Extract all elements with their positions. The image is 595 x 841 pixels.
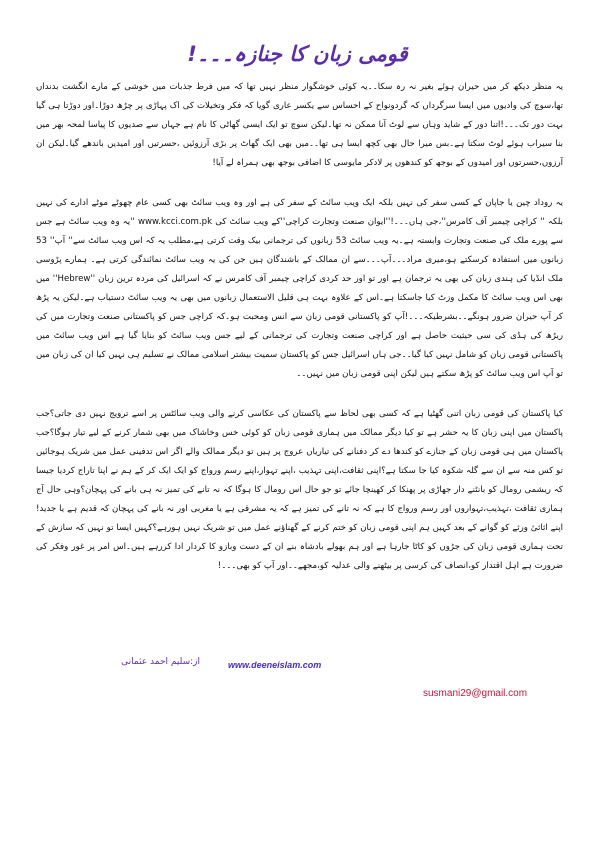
paragraph-gap xyxy=(36,173,563,194)
author-line: از:سلیم احمد عثمانی xyxy=(121,657,200,667)
paragraph-gap xyxy=(36,384,563,405)
article-body xyxy=(36,78,563,576)
website-link[interactable]: www.deeneislam.com xyxy=(228,660,322,670)
article-title: قومی زبان کا جنازہ۔۔۔! xyxy=(187,42,408,66)
paragraph-website: یہ روداد چین یا جاپان کے کسی سفر کی نہیں بلکہ ایک ویب سائٹ کے سفر کی ہے اور وہ ویب سائٹ بھی کسی عام چھوٹے موٹے ادارے کی نہیں بلکہ '' کراچی چیمبر آف کامرس''،جی ہاں۔۔۔!''ایوان صنعت وتجارت کراچی''کے ویب سائٹ کی www.kcci.com.pk ''یہ وہ ویب سائٹ ہے جس سے پورے ملک کی صنعت وتجارت وابستہ ہے۔یہ ویب سائٹ 53 زبانوں کی ترجمانی بیک وقت کرتی ہے،مطلب یہ کہ اس ویب سائٹ سے'' آپ'' 53 زبانوں میں استفادہ کرسکتے ہو،میری مراد۔۔۔آپ۔۔۔سے ان ممالک کے باشندگان ہیں جن کی یہ ویب سائٹ نمائندگی کرتی ہے۔ ہمارے پڑوسی ملک انڈیا کی ہندی زبان کی بھی یہ ترجمان ہے اور تو اور حد کردی کراچی چیمبر آف کامرس نے کہ اسرائیل کی مردہ ترین زبان ''Hebrew'' میں بھی اس ویب سائٹ کا مکمل وزٹ کیا جاسکتا ہے۔اس کے علاوہ بہت ہی قلیل الاستعمال زبانوں میں بھی یہ ویب سائٹ دستیاب ہے۔لیکن یہ پڑھ کر آپ حیران ضرور ہونگے۔۔بشرطیکہ۔۔۔!آپ کو پاکستانی قومی زبان سے انس ومحبت ہو۔کہ کراچی جس کو پاکستانی صنعت وتجارت میں کی ریڑھ کی ہڈی کی سی حیثیت حاصل ہے اور کراچی صنعت وتجارت کی ترجمانی کے لیے جس ویب سائٹ کو بنایا گیا ہے اس ویب سائٹ میں پاکستانی قومی زبان کو شامل نہیں کیا گیا۔۔جی ہاں اسرائیل جس کو پاکستان سمیت بیشتر اسلامی ممالک نے تسلیم ہی نہیں کیا ان کی زبان میں تو آپ اس ویب سائٹ کو پڑھ سکتے ہیں لیکن اپنی قومی زبان میں نہیں۔۔ xyxy=(36,198,563,379)
email-link[interactable]: susmani29@gmail.com xyxy=(423,688,528,699)
paragraph-conclusion: کیا پاکستان کی قومی زبان اتنی گھٹیا ہے کہ کسی بھی لحاظ سے پاکستان کی عکاسی کرنے والی ویب سائٹس پر اسے ترویج نہیں دی جاتی؟جب پاکستان میں اپنی زبان کا یہ حشر ہے تو کیا دیگر ممالک میں ہماری قومی زبان کو کوئی خس وخاشاک میں بھی شمار کرنے کے لیے تیار ہوگا؟جب پاکستان میں ہی قومی زبان کے جنازے کو کندھا دے کر دفنانے کی تیاریاں عروج پر ہیں تو دیگر ممالک والے اگر اس تدفینی عمل میں شریک ہوجائیں تو کس منہ سے ان سے گلہ شکوہ کیا جا سکتا ہے؟اپنی ثقافت،اپنی تہذیب ،اپنے تہوار،اپنے رسم ورواج کو ایک ایک کر کے ہم نے اپنا تاراج کردیا جیسا کہ ریشمی رومال کو بانٹنے دار جھاڑی پر پھنکا کر کھینچا جائے تو جو حال اس رومال کا ہوگا کہ نہ تانے کی تمیز نہ ہی بانے کی پہچان؟وہی حال آج ہماری ثقافت ،تہذیب،تہواروں اور رسم ورواج کا ہے کہ نہ تانے کی تمیز ہے کہ یہ مشرقی ہے یا مغربی اور نہ بانے کی پہچان کہ قدیم ہے یا جدید!اپنے اثاثیٔ ورثے کو گوانے کے بعد کہیں ہم اپنی قومی زبان کو ختم کرنے کے گھناؤنے عمل میں تو شریک نہیں ہورہے؟کہیں ایسا تو نہیں کہ سازش کے تحت ہماری قومی زبان کی جڑوں کو کاٹا جارہا ہے اور ہم بھولے بادشاہ بنے ان کے دست وبازو کا کردار ادا کررہے ہیں۔اس امر پر غور وفکر کی ضرورت ہے اہل اقتدار کو،انصاف کی کرسی پر بیٹھنے والی عدلیہ کو،مجھے۔۔اور آپ کو بھی۔۔۔! xyxy=(36,409,563,571)
paragraph-intro: یہ منظر دیکھ کر میں حیران ہوئے بغیر نہ رہ سکا۔۔یہ کوئی خوشگوار منظر نہیں تھا کہ میں فرط جذبات میں خوشی کے مارے انگشت بدنداں تھا،سوچ کی وادیوں میں ایسا سرگرداں کہ گردونواح کے احساس سے یکسر عاری گویا کہ فکر وتخیلات کی اک پہاڑی پر چڑھ دوڑا۔اور دوڑتا ہی گیا بہت دور تک۔۔۔!اتنا دور کے شاید وہاں سے لوٹ آنا ممکن نہ تھا۔لیکن سوچ تو ایک ایسی گھاٹی کا نام ہے جہاں سے صدیوں کا پیاسا لمحہ بھر میں بنا سیراب ہوئے لوٹ سکتا ہے۔بس میرا حال بھی کچھ ایسا ہی تھا۔۔میں بھی ایک گھاٹ پر بڑی آرزوئیں ،حسرتیں اور امیدیں باندھے گیا۔لیکن ان آرزوں،حسرتوں اور امیدوں کے بوجھ کو کندھوں پر لادکر مایوسی کا اضافی بوجھ بھی ہمراہ لے آیا! xyxy=(36,82,563,168)
